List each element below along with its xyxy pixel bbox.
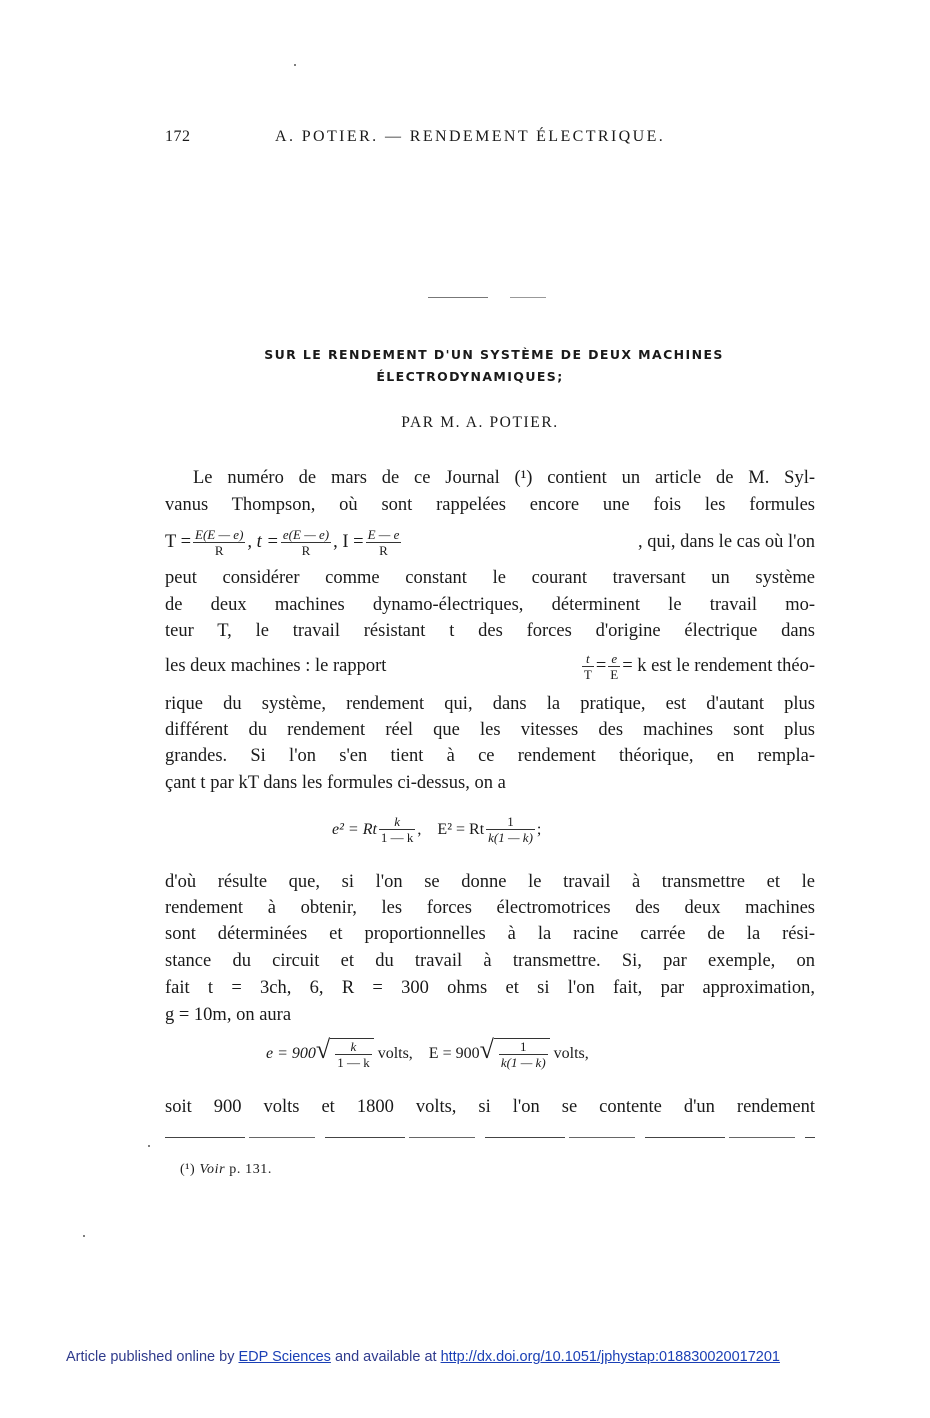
article-byline: PAR M. A. POTIER. [401, 414, 559, 431]
square-root: √ $\frac{1}{k(1 — k)}$ [480, 1038, 550, 1070]
formula-text: = [595, 656, 607, 676]
square-root: √ $\frac{k}{1 — k}$ [316, 1038, 374, 1070]
footnote-text: p. 131. [229, 1162, 272, 1177]
scan-speck [294, 64, 296, 66]
fraction: $\frac{1}{k(1 — k)}$ [488, 814, 533, 845]
separator-rule [428, 297, 488, 298]
body-line: stance du circuit et du travail à transmettre. Si, par exemple, on [165, 951, 815, 971]
body-line-ratio [165, 648, 815, 684]
footnote [180, 1162, 272, 1178]
body-line: différent du rendement réel que les vitesses des machines sont plus [165, 720, 815, 740]
body-line: Le numéro de mars de ce Journal (¹) contient un article de M. Syl- [193, 468, 815, 488]
publisher-credit [66, 1349, 780, 1365]
running-head: A. POTIER. — RENDEMENT ÉLECTRIQUE. [275, 128, 666, 145]
equation-text: e = 900 [266, 1045, 316, 1062]
equation-text: volts, E = 900 [377, 1045, 480, 1062]
formula-text: , qui, dans le cas où l'on [638, 532, 815, 552]
body-line: vanus Thompson, où sont rappelées encore une fois les formules [165, 495, 815, 515]
body-line: fait t = 3ch, 6, R = 300 ohms et si l'on fait, par approximation, [165, 978, 815, 998]
body-line: de deux machines dynamo-électriques, déterminent le travail mo- [165, 595, 815, 615]
body-line: çant t par kT dans les formules ci-dessus, on a [165, 773, 506, 793]
separator-rule-short [510, 297, 546, 298]
formula-text: = k est le rendement théo- [622, 656, 815, 676]
article-title-line1: SUR LE RENDEMENT D'UN SYSTÈME DE DEUX MACHINES [264, 347, 724, 362]
body-line-formulas [165, 524, 815, 560]
formula-text: les deux machines : le rapport [165, 656, 387, 676]
scan-speck [83, 1235, 85, 1237]
footnote-mark: (¹) [180, 1162, 196, 1177]
equation-text: ; [536, 820, 542, 838]
fraction: $\frac{E — e}{R}$ [367, 526, 400, 558]
equation-text: , E² = Rt [417, 820, 485, 838]
body-line: sont déterminées et proportionnelles à la racine carrée de la rési- [165, 924, 815, 944]
equation-text: volts, [553, 1045, 589, 1062]
footnote-rule [165, 1137, 815, 1138]
body-line: teur T, le travail résistant t des forces d'origine électrique dans [165, 621, 815, 641]
formula-text: , I = [333, 532, 364, 552]
credit-middle: and available at [334, 1349, 437, 1365]
body-line: rendement à obtenir, les forces électromotrices des deux machines [165, 898, 815, 918]
equation-1 [332, 814, 541, 845]
page-number: 172 [165, 128, 191, 145]
body-line: g = 10m, on aura [165, 1005, 292, 1025]
formula-text: , t = [247, 532, 279, 552]
body-line: grandes. Si l'on s'en tient à ce rendement théorique, en rempla- [165, 746, 815, 766]
credit-prefix: Article published online by [66, 1349, 235, 1365]
scan-speck [148, 1145, 150, 1147]
fraction: $\frac{e}{E}$ [610, 650, 619, 682]
article-title-line2: ÉLECTRODYNAMIQUES; [376, 369, 564, 384]
equation-text: e² = Rt [332, 820, 377, 838]
fraction: $\frac{E(E — e)}{R}$ [195, 526, 244, 558]
body-line: d'où résulte que, si l'on se donne le travail à transmettre et le [165, 872, 815, 892]
formula-text: T = [165, 532, 192, 552]
body-line: soit 900 volts et 1800 volts, si l'on se contente d'un rendement [165, 1097, 815, 1117]
body-line: rique du système, rendement qui, dans la pratique, est d'autant plus [165, 694, 815, 714]
fraction: $\frac{t}{T}$ [583, 650, 592, 682]
publisher-link[interactable]: EDP Sciences [238, 1349, 331, 1365]
footnote-italic: Voir [199, 1162, 226, 1177]
equation-2 [266, 1035, 589, 1070]
body-line: peut considérer comme constant le courant traversant un système [165, 568, 815, 588]
fraction: $\frac{e(E — e)}{R}$ [282, 526, 330, 558]
doi-link[interactable]: http://dx.doi.org/10.1051/jphystap:018830020017201 [440, 1349, 780, 1365]
fraction: $\frac{k}{1 — k}$ [380, 814, 414, 845]
